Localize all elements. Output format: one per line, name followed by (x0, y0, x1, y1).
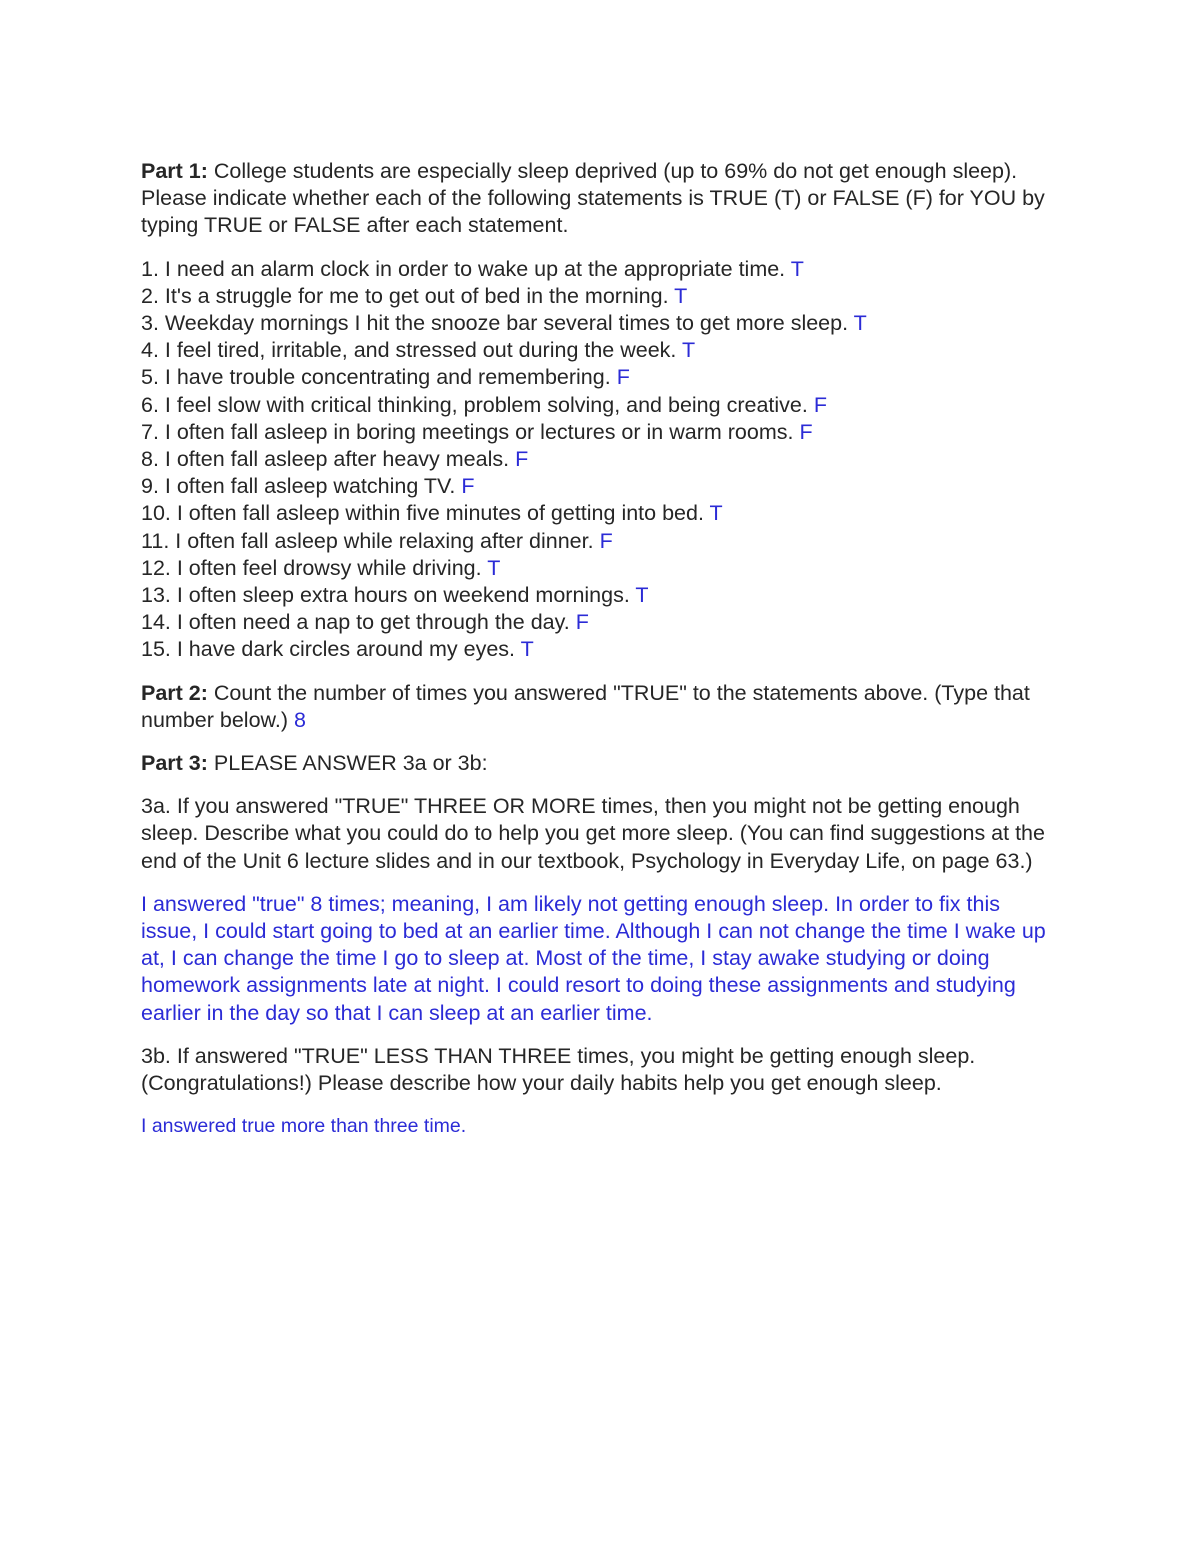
list-item (141, 364, 1061, 391)
answer-3b: I answered true more than three time. (141, 1115, 467, 1138)
statement-answer: F (813, 392, 827, 417)
statement-answer: T (520, 637, 534, 662)
statement-text: 3. Weekday mornings I hit the snooze bar several times to get more sleep. (141, 311, 849, 336)
statement-text: 12. I often feel drowsy while driving. (141, 555, 482, 580)
answer-3a: I answered "true" 8 times; meaning, I am likely not getting enough sleep. In order to fix this issue, I could start going to bed at an earlier time. Although I can not change the time I wake up at, I can change the time I go to sleep at. Most of the time, I stay awake studying or doing homework assignments late at night. I could resort to doing these assignments and studying earlier in the day so that I can sleep at an earlier time. (141, 891, 1046, 1025)
statement-answer: F (799, 419, 813, 444)
statement-answer: F (599, 528, 613, 553)
list-item (141, 446, 1061, 473)
part3-instructions: PLEASE ANSWER 3a or 3b: (213, 751, 488, 776)
list-item (141, 419, 1061, 446)
statement-answer: F (616, 365, 630, 390)
statement-text: 15. I have dark circles around my eyes. (141, 637, 516, 662)
list-item (141, 337, 1061, 364)
statement-text: 1. I need an alarm clock in order to wake up at the appropriate time. (141, 256, 786, 281)
statement-answer: F (461, 474, 475, 499)
statement-answer: T (674, 283, 688, 308)
statement-text: 5. I have trouble concentrating and remembering. (141, 365, 611, 390)
list-item (141, 609, 1061, 636)
statement-answer: T (682, 338, 696, 363)
list-item (141, 555, 1061, 582)
part3-paragraph (141, 750, 1061, 777)
part2-label: Part 2: (141, 680, 208, 705)
part3-label: Part 3: (141, 751, 208, 776)
statement-text: 13. I often sleep extra hours on weekend mornings. (141, 583, 630, 608)
list-item (141, 283, 1061, 310)
list-item (141, 500, 1061, 527)
statement-text: 4. I feel tired, irritable, and stressed out during the week. (141, 338, 677, 363)
part2-paragraph (141, 680, 1061, 734)
statement-text: 7. I often fall asleep in boring meetings or lectures or in warm rooms. (141, 419, 794, 444)
part2-answer: 8 (293, 707, 306, 732)
statement-answer: T (853, 311, 867, 336)
statement-text: 10. I often fall asleep within five minutes of getting into bed. (141, 501, 704, 526)
list-item (141, 256, 1061, 283)
statement-answer: T (790, 256, 804, 281)
statement-answer: F (515, 447, 529, 472)
list-item (141, 473, 1061, 500)
list-item (141, 310, 1061, 337)
question-3a: 3a. If you answered "TRUE" THREE OR MORE times, then you might not be getting enough sleep. Describe what you could do to help you get more sleep. (You can find suggestions at the end of the Unit 6 lecture slides and in our textbook, Psychology in Everyday Life, on page 63.) (141, 794, 1045, 873)
part2-instructions: Count the number of times you answered "TRUE" to the statements above. (Type that number below.) (141, 680, 1030, 732)
list-item (141, 528, 1061, 555)
statement-text: 2. It's a struggle for me to get out of bed in the morning. (141, 283, 669, 308)
part1-paragraph (141, 158, 1061, 240)
statement-text: 14. I often need a nap to get through the day. (141, 610, 570, 635)
part1-label: Part 1: (141, 159, 208, 183)
part1-instructions: College students are especially sleep deprived (up to 69% do not get enough sleep). Please indicate whether each of the following statements is TRUE (T) or FALSE (F) for YOU by typing TRUE or FALSE after each statement. (141, 159, 1045, 238)
statement-answer: T (709, 501, 723, 526)
list-item (141, 636, 1061, 663)
statement-list (141, 256, 1061, 664)
statement-answer: F (575, 610, 589, 635)
statement-answer: T (635, 583, 649, 608)
document-page (141, 158, 1061, 1157)
list-item (141, 392, 1061, 419)
statement-text: 6. I feel slow with critical thinking, problem solving, and being creative. (141, 392, 808, 417)
statement-text: 9. I often fall asleep watching TV. (141, 474, 456, 499)
statement-text: 8. I often fall asleep after heavy meals. (141, 447, 510, 472)
question-3b: 3b. If answered "TRUE" LESS THAN THREE times, you might be getting enough sleep. (Congratulations!) Please describe how your daily habits help you get enough sleep. (141, 1043, 976, 1096)
list-item (141, 582, 1061, 609)
statement-text: 11. I often fall asleep while relaxing after dinner. (141, 528, 594, 553)
statement-answer: T (487, 555, 501, 580)
